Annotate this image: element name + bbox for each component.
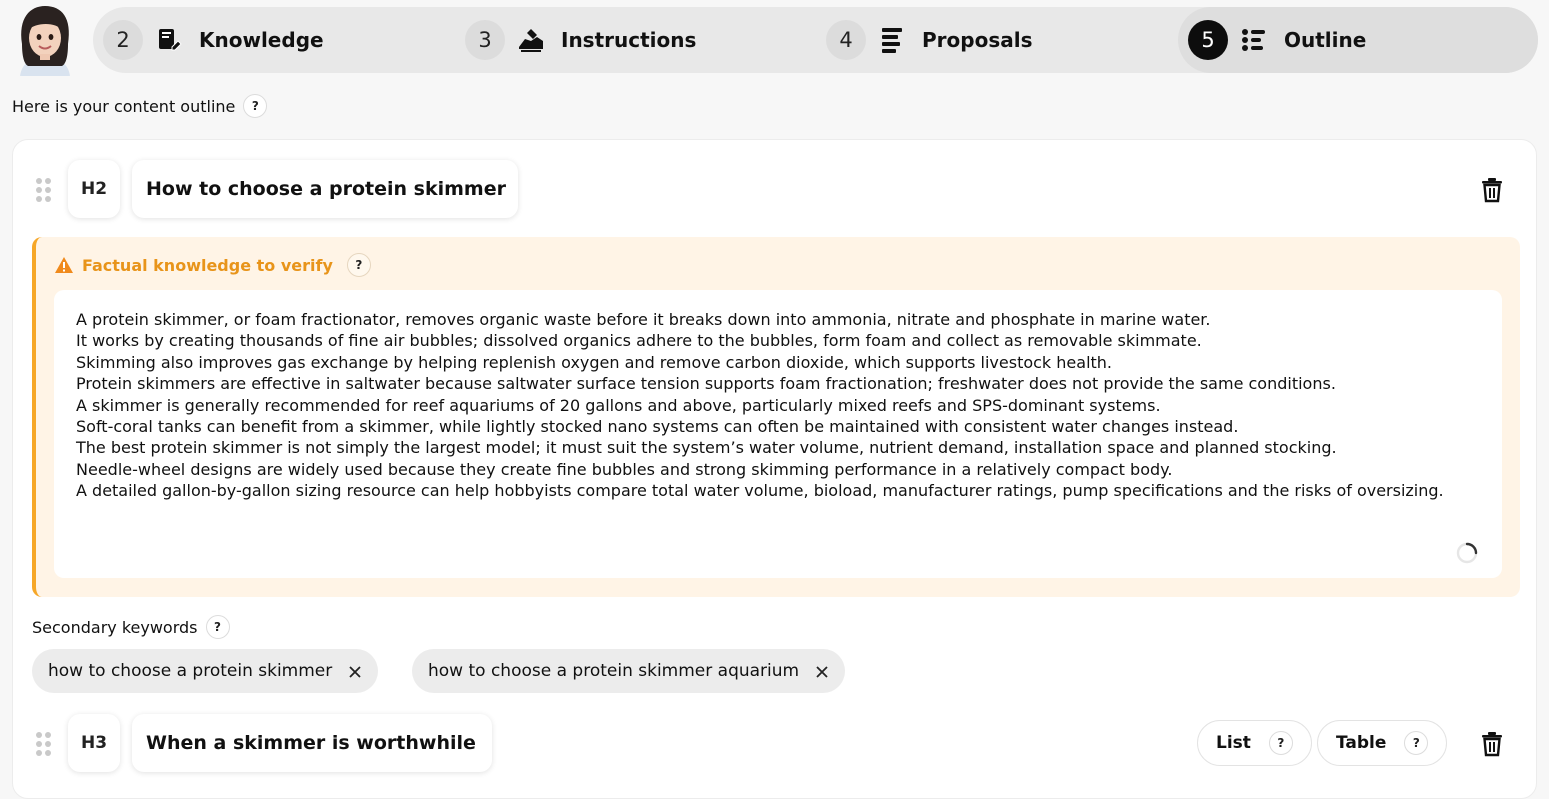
table-button[interactable]: [1317, 720, 1447, 766]
top-bar: [0, 0, 1549, 84]
help-icon[interactable]: ?: [1404, 731, 1428, 755]
step-label: Outline: [1284, 28, 1367, 52]
keyword-chip: [32, 649, 378, 693]
step-proposals[interactable]: [826, 7, 1086, 73]
loading-spinner-icon: [1456, 542, 1478, 564]
book-edit-icon: [155, 26, 183, 54]
keyword-text: how to choose a protein skimmer aquarium: [428, 661, 800, 681]
heading-level-badge[interactable]: H2: [68, 160, 120, 218]
step-knowledge[interactable]: [103, 7, 363, 73]
heading-title-input[interactable]: How to choose a protein skimmer: [132, 160, 518, 218]
step-number: 5: [1188, 20, 1228, 60]
list-button[interactable]: [1197, 720, 1312, 766]
fact-line: Protein skimmers are effective in saltwater because saltwater surface tension supports foam fractionation; freshwater does not provide the same conditions.: [76, 374, 1336, 394]
fact-line: A detailed gallon-by-gallon sizing resource can help hobbyists compare total water volume, bioload, manufacturer ratings, pump specifications and the risks of oversizing.: [76, 481, 1444, 501]
fact-line: A skimmer is generally recommended for reef aquariums of 20 gallons and above, particularly mixed reefs and SPS-dominant systems.: [76, 395, 1161, 415]
factual-knowledge-header: [54, 253, 371, 277]
help-icon[interactable]: ?: [347, 253, 371, 277]
factual-knowledge-textarea[interactable]: [54, 290, 1502, 578]
step-number: 4: [826, 20, 866, 60]
close-icon[interactable]: [815, 664, 829, 678]
heading-title-input[interactable]: When a skimmer is worthwhile: [132, 714, 492, 772]
drag-handle-icon[interactable]: [36, 178, 52, 202]
heading-level-badge[interactable]: H3: [68, 714, 120, 772]
step-number: 2: [103, 20, 143, 60]
keyword-chip: [412, 649, 845, 693]
secondary-keywords-text: Secondary keywords: [32, 617, 198, 637]
warning-icon: [54, 256, 74, 274]
hand-writing-icon: [517, 26, 545, 54]
close-icon[interactable]: [348, 664, 362, 678]
outline-card: [12, 139, 1537, 799]
fact-line: The best protein skimmer is not simply the largest model; it must suit the system’s water volume, nutrient demand, installation space and planned stocking.: [76, 438, 1337, 458]
help-icon[interactable]: ?: [206, 615, 230, 639]
table-label: Table: [1336, 733, 1387, 753]
secondary-keywords-label: [32, 615, 230, 639]
trash-icon[interactable]: [1480, 731, 1504, 757]
trash-icon[interactable]: [1480, 177, 1504, 203]
keyword-text: how to choose a protein skimmer: [48, 661, 333, 681]
drag-handle-icon[interactable]: [36, 732, 52, 756]
fact-line: Needle-wheel designs are widely used because they create fine bubbles and strong skimming performance in a relatively compact body.: [76, 459, 1173, 479]
fact-line: Soft-coral tanks can benefit from a skimmer, while lightly stocked nano systems can often be maintained with consistent water changes instead.: [76, 417, 1239, 437]
intro-text: Here is your content outline: [12, 96, 236, 116]
step-label: Knowledge: [199, 28, 324, 52]
avatar[interactable]: [12, 4, 78, 76]
fact-line: Skimming also improves gas exchange by helping replenish oxygen and remove carbon dioxide, which supports livestock health.: [76, 352, 1113, 372]
step-instructions[interactable]: [465, 7, 745, 73]
list-label: List: [1216, 733, 1251, 753]
fact-line: It works by creating thousands of fine air bubbles; dissolved organics adhere to the bubbles, form foam and collect as removable skimmate.: [76, 331, 1202, 351]
fact-line: A protein skimmer, or foam fractionator, removes organic waste before it breaks down into ammonia, nitrate and phosphate in marine water.: [76, 310, 1211, 329]
factual-knowledge-title: Factual knowledge to verify: [82, 255, 333, 275]
help-icon[interactable]: ?: [243, 94, 267, 118]
help-icon[interactable]: ?: [1269, 731, 1293, 755]
step-number: 3: [465, 20, 505, 60]
factual-knowledge-panel: [32, 237, 1520, 597]
bullet-list-icon: [1240, 26, 1268, 54]
step-label: Proposals: [922, 28, 1033, 52]
stack-lines-icon: [878, 26, 906, 54]
step-label: Instructions: [561, 28, 697, 52]
outline-intro: [12, 94, 267, 118]
step-progress-bar: [93, 7, 1538, 73]
step-outline[interactable]: [1178, 7, 1538, 73]
